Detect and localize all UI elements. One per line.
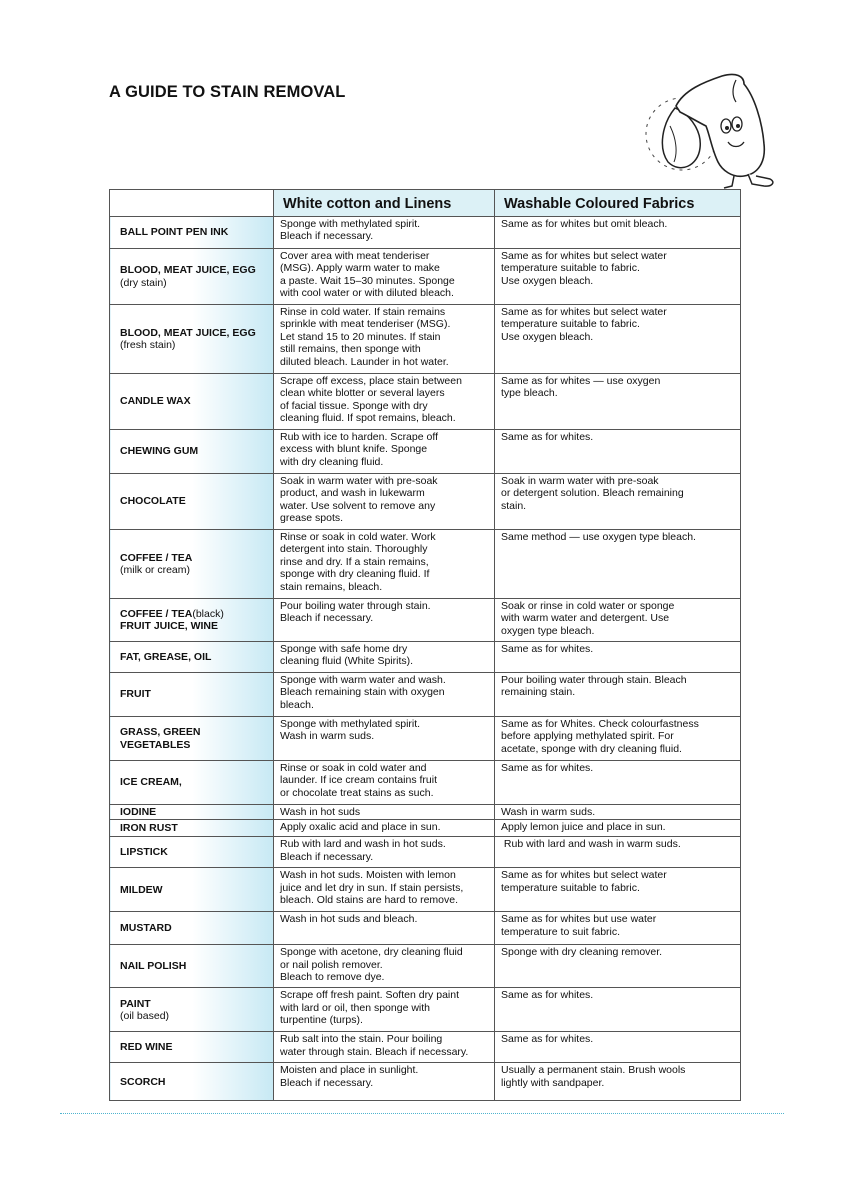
- table-row: [110, 805, 741, 820]
- column-header-coloured: Washable Coloured Fabrics: [495, 190, 741, 217]
- stain-name: [120, 1076, 267, 1088]
- table-row: [110, 599, 741, 642]
- stain-cell: [110, 673, 274, 717]
- white-fabric-instructions: Rinse or soak in cold water and launder. If ice cream contains fruit or chocolate treat stains as such.: [274, 761, 495, 805]
- stain-cell: [110, 474, 274, 530]
- table-row: [110, 642, 741, 673]
- stain-name-text: IODINE: [120, 806, 157, 818]
- stain-name: [120, 922, 267, 934]
- table-row: [110, 820, 741, 837]
- white-fabric-instructions: Soak in warm water with pre-soak product, and wash in lukewarm water. Use solvent to remove any grease spots.: [274, 474, 495, 530]
- stain-name-text: CHOCOLATE: [120, 495, 186, 508]
- white-fabric-instructions: Cover area with meat tenderiser (MSG). Apply warm water to make a paste. Wait 15–30 minutes. Sponge with cool water or with diluted bleach.: [274, 249, 495, 305]
- white-fabric-instructions: Rub salt into the stain. Pour boiling water through stain. Bleach if necessary.: [274, 1032, 495, 1063]
- table-row: [110, 912, 741, 945]
- white-fabric-instructions: Pour boiling water through stain. Bleach if necessary.: [274, 599, 495, 642]
- table-row: [110, 530, 741, 599]
- coloured-fabric-instructions: Same as for whites but select water temperature suitable to fabric. Use oxygen bleach.: [495, 249, 741, 305]
- coloured-fabric-instructions: Same as for whites.: [495, 642, 741, 673]
- white-fabric-instructions: Rinse or soak in cold water. Work detergent into stain. Thoroughly rinse and dry. If a stain remains, sponge with dry cleaning fluid. If stain remains, bleach.: [274, 530, 495, 599]
- stain-name: [120, 884, 267, 896]
- stain-name-text: BLOOD, MEAT JUICE, EGG: [120, 326, 256, 339]
- white-fabric-instructions: Sponge with methylated spirit. Wash in warm suds.: [274, 717, 495, 761]
- page-title: A GUIDE TO STAIN REMOVAL: [109, 83, 346, 101]
- stain-name-text: COFFEE / TEA: [120, 607, 193, 620]
- stain-name-text: FAT, GREASE, OIL: [120, 650, 212, 663]
- stain-name: [120, 264, 267, 276]
- table-row: [110, 717, 741, 761]
- white-fabric-instructions: Sponge with methylated spirit. Bleach if necessary.: [274, 217, 495, 249]
- stain-name: [120, 960, 267, 972]
- stain-note: (fresh stain): [120, 339, 176, 351]
- stain-name: [120, 495, 267, 507]
- coloured-fabric-instructions: Wash in warm suds.: [495, 805, 741, 820]
- coloured-fabric-instructions: Same as for whites — use oxygen type bleach.: [495, 374, 741, 430]
- stain-name: [120, 822, 267, 834]
- stain-note: (dry stain): [120, 276, 167, 289]
- stain-name: [120, 651, 267, 663]
- table-row: [110, 217, 741, 249]
- coloured-fabric-instructions: Sponge with dry cleaning remover.: [495, 945, 741, 988]
- coloured-fabric-instructions: Soak or rinse in cold water or sponge with warm water and detergent. Use oxygen type bleach.: [495, 599, 741, 642]
- stain-cell: [110, 374, 274, 430]
- stain-removal-table: [109, 189, 741, 1101]
- coloured-fabric-instructions: Same as for whites.: [495, 1032, 741, 1063]
- table-row: [110, 988, 741, 1032]
- table-row: [110, 837, 741, 868]
- white-fabric-instructions: Apply oxalic acid and place in sun.: [274, 820, 495, 837]
- table-row: [110, 673, 741, 717]
- coloured-fabric-instructions: Same as for whites but omit bleach.: [495, 217, 741, 249]
- white-fabric-instructions: Rub with ice to harden. Scrape off excess with blunt knife. Sponge with dry cleaning fluid.: [274, 430, 495, 474]
- stain-note: (oil based): [120, 1009, 170, 1022]
- stain-cell: [110, 761, 274, 805]
- white-fabric-instructions: Sponge with safe home dry cleaning fluid (White Spirits).: [274, 642, 495, 673]
- stain-name-text: RED WINE: [120, 1041, 173, 1054]
- coloured-fabric-instructions: Same as for whites.: [495, 988, 741, 1032]
- white-fabric-instructions: Wash in hot suds. Moisten with lemon juice and let dry in sun. If stain persists, bleach. Old stains are hard to remove.: [274, 868, 495, 912]
- stain-name: [120, 688, 267, 700]
- stain-name-text: NAIL POLISH: [120, 960, 187, 973]
- white-fabric-instructions: Wash in hot suds: [274, 805, 495, 820]
- stain-name: [120, 846, 267, 858]
- footer-dotted-rule: [60, 1113, 784, 1114]
- stain-name-text: SCORCH: [120, 1075, 166, 1088]
- coloured-fabric-instructions: Same as for Whites. Check colourfastness before applying methylated spirit. For acetate, sponge with dry cleaning fluid.: [495, 717, 741, 761]
- stain-name: [120, 998, 267, 1010]
- coloured-fabric-instructions: Same as for whites.: [495, 761, 741, 805]
- stain-cell: [110, 912, 274, 945]
- stain-cell: [110, 1063, 274, 1101]
- table-row: [110, 761, 741, 805]
- white-fabric-instructions: Scrape off excess, place stain between clean white blotter or several layers of facial tissue. Sponge with dry cleaning fluid. If spot remains, bleach.: [274, 374, 495, 430]
- stain-cell: [110, 805, 274, 820]
- column-header-white: White cotton and Linens: [274, 190, 495, 217]
- white-fabric-instructions: Moisten and place in sunlight. Bleach if necessary.: [274, 1063, 495, 1101]
- table-row: [110, 868, 741, 912]
- stain-name: [120, 726, 267, 738]
- white-fabric-instructions: Rub with lard and wash in hot suds. Bleach if necessary.: [274, 837, 495, 868]
- coloured-fabric-instructions: Same as for whites but use water temperature to suit fabric.: [495, 912, 741, 945]
- white-fabric-instructions: Sponge with warm water and wash. Bleach remaining stain with oxygen bleach.: [274, 673, 495, 717]
- table-row: [110, 1063, 741, 1101]
- stain-name-text: CANDLE WAX: [120, 395, 191, 408]
- stain-cell: [110, 820, 274, 837]
- white-fabric-instructions: Wash in hot suds and bleach.: [274, 912, 495, 945]
- stain-cell: [110, 837, 274, 868]
- stain-note: (milk or cream): [120, 564, 190, 576]
- white-fabric-instructions: Rinse in cold water. If stain remains sprinkle with meat tenderiser (MSG). Let stand 15 to 20 minutes. If stain still remains, then sponge with diluted bleach. Launder in hot water.: [274, 305, 495, 374]
- stain-name: [120, 395, 267, 407]
- stain-name-text: FRUIT: [120, 688, 151, 701]
- stain-name-text: IRON RUST: [120, 822, 178, 835]
- white-fabric-instructions: Scrape off fresh paint. Soften dry paint with lard or oil, then sponge with turpentine (turps).: [274, 988, 495, 1032]
- white-fabric-instructions: Sponge with acetone, dry cleaning fluid or nail polish remover. Bleach to remove dye.: [274, 945, 495, 988]
- header-corner-cell: [110, 190, 274, 217]
- stain-name: [120, 776, 267, 788]
- stain-name: [120, 1041, 267, 1053]
- stain-cell: [110, 1032, 274, 1063]
- coloured-fabric-instructions: Usually a permanent stain. Brush wools lightly with sandpaper.: [495, 1063, 741, 1101]
- stain-name-text: MUSTARD: [120, 922, 172, 935]
- coloured-fabric-instructions: Apply lemon juice and place in sun.: [495, 820, 741, 837]
- coloured-fabric-instructions: Same as for whites.: [495, 430, 741, 474]
- stain-cell: [110, 599, 274, 642]
- table-row: [110, 374, 741, 430]
- coloured-fabric-instructions: Soak in warm water with pre-soak or detergent solution. Bleach remaining stain.: [495, 474, 741, 530]
- coloured-fabric-instructions: Same as for whites but select water temperature suitable to fabric. Use oxygen bleach.: [495, 305, 741, 374]
- stain-name-text: COFFEE / TEA: [120, 551, 193, 564]
- stain-name: [120, 327, 267, 339]
- stain-cell: [110, 249, 274, 305]
- stain-name-text: BLOOD, MEAT JUICE, EGG: [120, 264, 256, 277]
- stain-name-suffix: (black): [192, 607, 224, 620]
- table-row: [110, 474, 741, 530]
- stain-name-line2: VEGETABLES: [120, 738, 191, 751]
- table-row: [110, 945, 741, 988]
- stain-cell: [110, 642, 274, 673]
- stain-cell: [110, 217, 274, 249]
- stain-cell: [110, 717, 274, 761]
- table-row: [110, 1032, 741, 1063]
- stain-cell: [110, 530, 274, 599]
- table-header-row: [110, 190, 741, 217]
- stain-name-text: ICE CREAM,: [120, 776, 182, 789]
- coloured-fabric-instructions: Rub with lard and wash in warm suds.: [495, 837, 741, 868]
- table-row: [110, 430, 741, 474]
- stain-name-line2: FRUIT JUICE, WINE: [120, 620, 219, 632]
- stain-name: [120, 608, 267, 620]
- coloured-fabric-instructions: Same method — use oxygen type bleach.: [495, 530, 741, 599]
- stain-cell: [110, 988, 274, 1032]
- stain-name: [120, 226, 267, 238]
- stain-name: [120, 806, 267, 818]
- stain-cell: [110, 868, 274, 912]
- coloured-fabric-instructions: Same as for whites but select water temperature suitable to fabric.: [495, 868, 741, 912]
- stain-cell: [110, 305, 274, 374]
- stain-name: [120, 552, 267, 564]
- stain-name-text: LIPSTICK: [120, 846, 168, 859]
- stain-cell: [110, 430, 274, 474]
- table-row: [110, 249, 741, 305]
- stain-name-text: BALL POINT PEN INK: [120, 226, 229, 239]
- stain-name-text: GRASS, GREEN: [120, 726, 201, 739]
- stain-name: [120, 445, 267, 457]
- stain-name-text: PAINT: [120, 997, 151, 1010]
- stain-name-text: MILDEW: [120, 883, 163, 896]
- table-row: [110, 305, 741, 374]
- stain-cell: [110, 945, 274, 988]
- hand-holding-cloth-mascot-icon: [640, 66, 780, 190]
- stain-name-text: CHEWING GUM: [120, 445, 199, 458]
- coloured-fabric-instructions: Pour boiling water through stain. Bleach remaining stain.: [495, 673, 741, 717]
